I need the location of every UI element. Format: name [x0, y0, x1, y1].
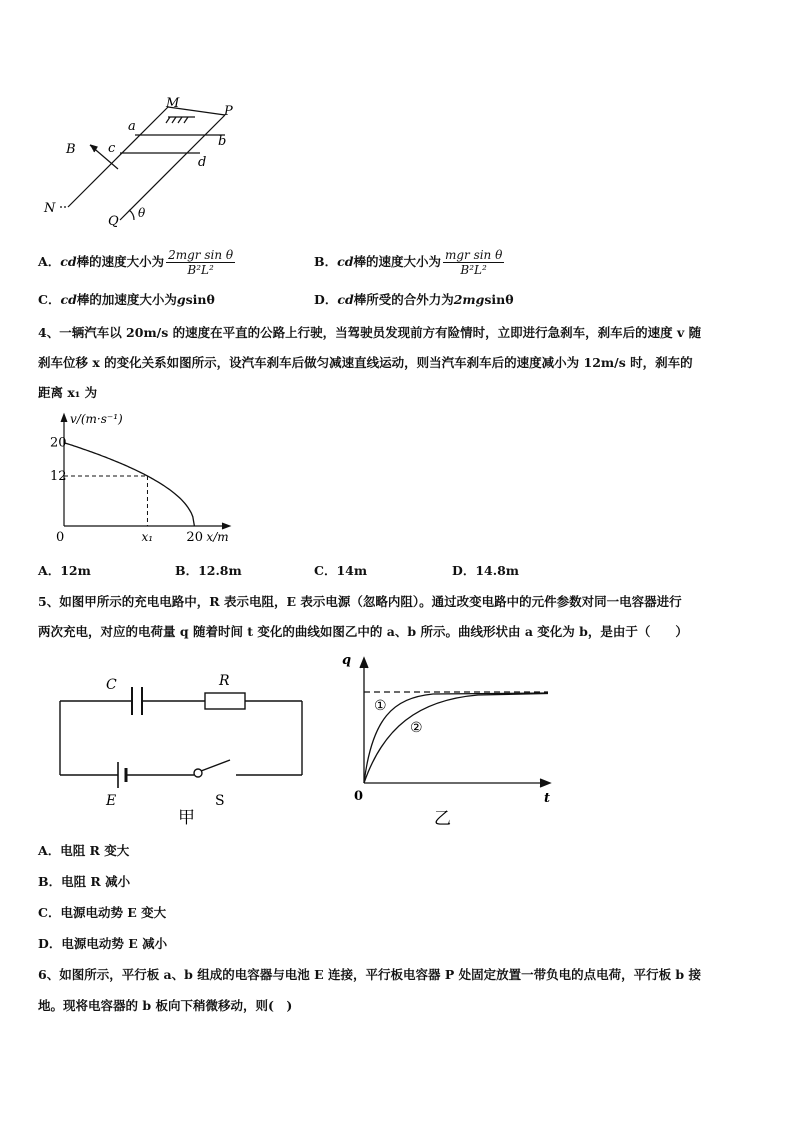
ytick-20: 20 [50, 435, 67, 451]
label-B: B [66, 142, 76, 157]
label-q: q [342, 653, 352, 668]
q5-option-a[interactable]: A．电阻 R 变大 [38, 843, 130, 858]
q4-stem-line3: 距离 x₁ 为 [38, 385, 98, 400]
label-Q: Q [108, 214, 119, 229]
label-theta: θ [138, 206, 146, 220]
label-R: R [219, 673, 230, 689]
circuit-diagram [50, 665, 320, 830]
curve-2 [364, 694, 548, 784]
q4-option-c[interactable]: C．14m [314, 563, 368, 578]
label-N: N [44, 201, 56, 216]
label-M: M [166, 96, 180, 111]
q4-stem-line2: 刹车位移 x 的变化关系如图所示，设汽车刹车后做匀减速直线运动，则当汽车刹车后的速度减小为 12m/s 时，刹车的 [38, 355, 693, 370]
label-P: P [224, 104, 233, 119]
label-d: d [198, 155, 207, 170]
q6-stem-line2: 地。现将电容器的 b 板向下稍微移动，则( ) [38, 998, 293, 1013]
label-origin: 0 [354, 789, 364, 804]
resistor [205, 693, 245, 709]
q5-option-c[interactable]: C．电源电动势 E 变大 [38, 905, 167, 920]
xtick-20: 20 [186, 530, 203, 545]
ytick-12: 12 [50, 469, 67, 484]
x-axis-arrow [222, 523, 230, 529]
label-t: t [544, 791, 551, 806]
rail-left [68, 107, 168, 207]
q3-option-a[interactable]: A．cd棒的速度大小为 $\frac{\text{2mgr sin θ}}{\text{B²L²}}$ [38, 248, 234, 277]
curve-2-label: ② [410, 720, 423, 736]
rail-figure [40, 95, 280, 230]
caption-yi: 乙 [434, 809, 451, 829]
label-C: C [106, 677, 117, 693]
q3-option-d[interactable]: D．cd棒所受的合外力为2mgsinθ [314, 292, 514, 307]
q3-option-c[interactable]: C．cd棒的加速度大小为gsinθ [38, 292, 215, 307]
q4-option-b[interactable]: B．12.8m [175, 563, 242, 578]
y-axis-label: v/(m·s⁻¹) [70, 412, 123, 426]
q3-option-b[interactable]: B．cd棒的速度大小为 $\frac{\text{mgr sin θ}}{\text{B²L²}}$ [314, 248, 503, 277]
label-E: E [106, 793, 117, 809]
charge-time-graph [338, 648, 568, 830]
velocity-position-chart [38, 408, 238, 553]
q4-stem-line1: 4、一辆汽车以 20m/s 的速度在平直的公路上行驶，当驾驶员发现前方有险情时，立即进行急刹车，刹车后的速度 v 随 [38, 325, 702, 340]
label-b: b [218, 134, 227, 149]
q4-option-d[interactable]: D．14.8m [452, 563, 520, 578]
q3-b-fraction: $\frac{\text{mgr sin θ}}{\text{B²L²}}$ [444, 248, 503, 277]
label-S: S [215, 793, 225, 809]
label-c: c [108, 141, 116, 156]
label-a: a [128, 119, 136, 134]
xtick-0: 0 [56, 530, 65, 545]
x-axis-label: x/m [206, 530, 229, 544]
q6-stem-line1: 6、如图所示，平行板 a、b 组成的电容器与电池 E 连接，平行板电容器 P 处固定放置一带负电的点电荷，平行板 b 接 [38, 967, 702, 982]
q4-option-a[interactable]: A．12m [38, 563, 91, 578]
q5-option-d[interactable]: D．电源电动势 E 减小 [38, 936, 168, 951]
q3-a-fraction: $\frac{\text{2mgr sin θ}}{\text{B²L²}}$ [168, 248, 234, 277]
curve-1 [364, 693, 548, 783]
v-axis-arrow [61, 414, 67, 422]
caption-jia: 甲 [178, 808, 195, 828]
xtick-x1: x₁ [141, 530, 154, 544]
q5-stem-line1: 5、如图甲所示的充电电路中，R 表示电阻，E 表示电源（忽略内阻）。通过改变电路中的元件参数对同一电容器进行 [38, 594, 682, 609]
velocity-curve [64, 443, 194, 526]
curve-1-label: ① [374, 698, 387, 714]
q5-stem-line2: 两次充电，对应的电荷量 q 随着时间 t 变化的曲线如图乙中的 a、b 所示。曲线形状由 a 变化为 b，是由于（ ） [38, 624, 688, 639]
switch-lever [201, 760, 230, 771]
q5-option-b[interactable]: B．电阻 R 减小 [38, 874, 131, 889]
switch-pivot [194, 769, 202, 777]
